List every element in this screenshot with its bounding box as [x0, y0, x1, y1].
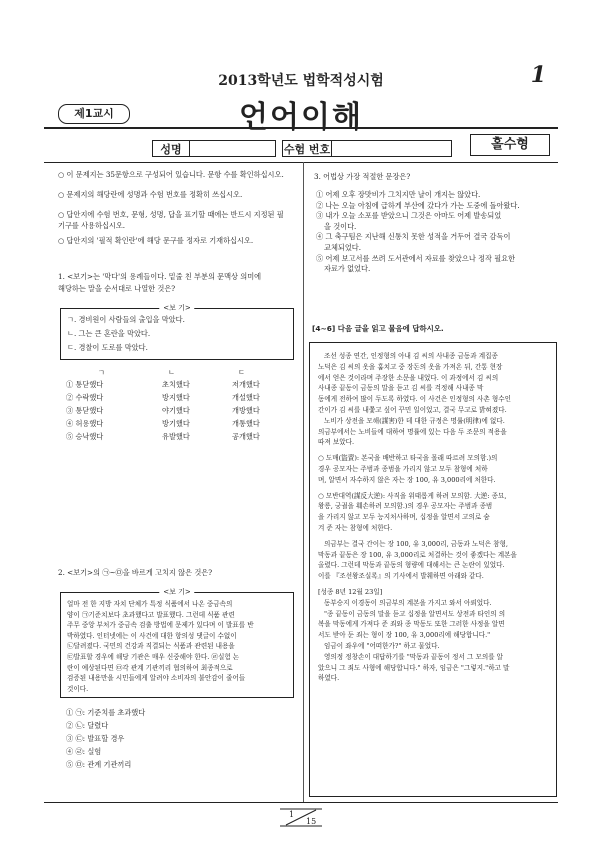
q2-bogi-line: 것이다.: [67, 684, 89, 693]
bottom-rule: [44, 802, 558, 803]
exam-type-badge: 홀수형: [470, 134, 550, 156]
passage-line: 하였다.: [318, 674, 340, 683]
q2-choice-2[interactable]: ② ㉡: 달렸다: [66, 721, 109, 730]
passage-line: 따져 보았다.: [318, 438, 355, 447]
q1-col-header-3: ㄷ: [238, 368, 245, 377]
passage-line: 막동과 끝동은 장 100, 유 3,000리로 처결하는 것이 좋겠다는 계본을: [318, 550, 517, 559]
footer-current-page: 1: [289, 810, 295, 819]
passage-line: 동부승지 이경동이 의금부의 계본을 가지고 와서 아뢰었다.: [324, 598, 492, 607]
name-field[interactable]: [190, 140, 276, 157]
q2-bogi-line: 양이 ㉠기준치보다 초과했다고 발표했다. 그런데 식품 관련: [67, 610, 235, 619]
q2-choice-4[interactable]: ④ ㉣: 실험: [66, 747, 102, 756]
passage-line: 겨 준 자는 참형에 처한다.: [318, 523, 393, 532]
q1-col-header-2: ㄴ: [168, 368, 175, 377]
record: [318, 598, 550, 684]
passage-line: 사내종 끝동이 금동의 말을 듣고 김 씨를 걱정해 사내종 막: [318, 384, 484, 393]
passage-line: 을 가리지 않고 모두 능지처사하며, 십정을 알면서 고의로 숨: [318, 513, 490, 522]
q1-choice-3-a[interactable]: ③ 통닫했다: [66, 406, 104, 415]
passage-line: 왕릉, 궁궐을 훼손하려 모의함.)의 경우 공모자는 주범과 종범: [318, 502, 493, 511]
name-examno-row: [152, 140, 452, 157]
q1-stem-line1: 1. <보기>는 '막다'의 용례들이다. 밑줄 친 부분의 문맥상 의미에: [58, 272, 262, 281]
passage-line: 조선 성종 연간, 인정형의 아내 김 씨의 사내종 금동과 계집종: [324, 352, 498, 360]
q2-bogi-text: [67, 599, 289, 694]
q3-stem: 3. 어법상 가장 적절한 문장은?: [314, 172, 411, 181]
record-head: [성종 8년 12월 23일]: [318, 587, 383, 596]
footer-total-pages: 15: [306, 817, 317, 826]
q1-choice-5-b: 유발했다: [162, 432, 190, 441]
q2-bogi-caption: <보 기>: [159, 587, 194, 597]
q2-bogi-line: ㉢발표할 경우에 해당 기관은 매우 신중해야 한다. ㉣실험 논: [67, 652, 240, 661]
q1-bogi-1: ㄱ. 경비원이 사람들의 출입을 막았다.: [67, 315, 185, 324]
law-clause-2: [318, 491, 550, 534]
q2-bogi-line: 주무 중앙 부처가 중금속 검출 방법에 문제가 있다며 이 발표를 반: [67, 621, 254, 630]
q1-choice-2-a[interactable]: ② 수락했다: [66, 393, 104, 402]
q1-choice-3-c: 개방했다: [232, 406, 260, 415]
exam-title: 2013학년도 법학적성시험: [218, 73, 384, 89]
q1-choice-1-b: 초치했다: [162, 380, 190, 389]
passage-line: 이를 『조선왕조실록』의 기사에서 발췌하면 아래와 같다.: [318, 572, 484, 581]
law-clause-1: [318, 453, 550, 485]
passage-line: 올렸다. 그런데 막동과 끝동의 형량에 대해서는 큰 논란이 있었다.: [318, 561, 505, 570]
q1-stem-line2: 해당하는 말을 순서대로 나열한 것은?: [58, 284, 176, 293]
passage-line: 의금부에서는 노비들에 대하여 명률에 있는 다음 두 조문의 적용을: [318, 427, 507, 436]
passage-line: "종 끝동이 금동의 말을 듣고 십정을 알면서도 상전과 타인의 의: [324, 609, 506, 618]
q2-bogi-line: 검증된 내용만을 시민들에게 알려야 소비자의 불안감이 줄어들: [67, 674, 246, 683]
footer-slash-icon: [278, 806, 324, 828]
q1-bogi-2: ㄴ. 그는 큰 혼란을 막았다.: [67, 329, 151, 338]
passage-line: 았으니 그 죄도 사형에 해당합니다." 하자, 임금은 "그렇지."하고 말: [318, 663, 510, 672]
passage-line: 동에게 전하여 많이 두도록 하였다. 이 사건은 인정형의 사촌 형수인: [318, 395, 511, 404]
exam-no-label: 수험 번호: [282, 140, 332, 157]
notice-4: ○ 답안지의 '필적 확인란'에 해당 문구를 정자로 기재하십시오.: [58, 236, 254, 245]
q2-choice-3[interactable]: ③ ㉢: 발표할 경우: [66, 734, 125, 743]
passage-line: 에서 얻은 것이라며 주장한 소문을 내었다. 이 과정에서 김 씨의: [318, 373, 499, 382]
q3-choice-4[interactable]: ④ 그 축구팀은 지난해 신통치 못한 성적을 거두어 결국 감독이: [316, 232, 511, 242]
q1-choice-5-c: 공개했다: [232, 432, 260, 441]
passage-line: 서도 받아 둔 죄는 형이 장 100, 유 3,000리에 해당합니다.": [318, 631, 491, 640]
passage-line: ○ 도매(盜賣): 본국을 배반하고 타국을 몰래 따르려 모의함.)의: [318, 454, 498, 463]
q1-col-header-1: ㄱ: [98, 368, 105, 377]
q3-choice-5[interactable]: ⑤ 어제 보고서를 쓰려 도서관에서 자료를 찾았으나 정작 필요한: [316, 253, 516, 263]
passage-text: [318, 351, 550, 684]
header-rule: [44, 162, 558, 163]
q1-choice-2-c: 개설했다: [232, 393, 260, 402]
q1-choice-4-a[interactable]: ④ 허용했다: [66, 419, 104, 428]
q2-choice-1[interactable]: ① ㉠: 기준치를 초과했다: [66, 708, 146, 717]
q2-bogi-line: ㉡달려졌다. 국민의 건강과 직결되는 식품과 관련된 내용을: [67, 642, 235, 651]
exam-no-field[interactable]: [332, 140, 452, 157]
page-number: 1: [530, 62, 546, 88]
q2-stem: 2. <보기>의 ㉠~㉤을 바르게 고치지 않은 것은?: [58, 568, 213, 577]
passage-line: 노비가 상전을 모해(謀害)한 데 대한 규정은 명률(明律)에 없다.: [324, 416, 505, 425]
q1-choice-5-a[interactable]: ⑤ 승낙했다: [66, 432, 104, 441]
q1-bogi-caption: <보 기>: [159, 303, 194, 313]
passage-instruction: [4~6] 다음 글을 읽고 물음에 답하시오.: [312, 324, 444, 333]
q1-bogi-3: ㄷ. 경찰이 도로를 막았다.: [67, 343, 148, 352]
q3-choice-5-cont: 자료가 없었다.: [324, 264, 371, 274]
top-rule: [44, 127, 558, 129]
passage-line: 의금부는 결국 간이는 장 100, 유 3,000리, 금동과 노덕은 참형,: [324, 539, 509, 548]
q1-choice-1-c: 저개했다: [232, 380, 260, 389]
q1-choice-3-b: 야기했다: [162, 406, 190, 415]
passage-line: 복을 막동에게 가져다 준 죄와 종 막동도 또한 그러한 사정을 알면: [318, 620, 505, 629]
passage-line: ○ 모반대역(謀反大逆): 사직을 위태롭게 하려 모의함. 大逆: 종묘,: [318, 491, 507, 500]
q2-choice-5[interactable]: ⑤ ㉤: 관계 기관끼리: [66, 760, 132, 769]
q1-choice-4-c: 개통했다: [232, 419, 260, 428]
q3-choice-2[interactable]: ② 나는 오늘 아침에 급하게 부산에 갔다가 가는 도중에 돌아왔다.: [316, 200, 520, 210]
q3-choice-3-cont: 을 것이다.: [324, 221, 357, 231]
q2-bogi-line: 얼마 전 한 지방 자치 단체가 특정 식품에서 나온 중금속의: [67, 600, 233, 608]
q1-bogi-box: [60, 304, 294, 360]
passage-line: 간이가 김 씨를 내쫓고 싶어 꾸민 일이었고, 결국 무고로 밝혀졌다.: [318, 405, 507, 414]
q1-choice-1-a[interactable]: ① 통닫했다: [66, 380, 104, 389]
q3-choice-3[interactable]: ③ 내가 오늘 소포를 받았으니 그것은 아마도 어제 발송되었: [316, 211, 502, 221]
subject-title: 언어이해: [239, 100, 363, 135]
q3-choice-4-cont: 교체되었다.: [324, 242, 362, 252]
footer-page-indicator: [278, 806, 324, 828]
notice-3: ○ 답안지에 수험 번호, 문형, 성명, 답을 표기할 때에는 반드시 지정된 필기구를 사용하십시오.: [58, 210, 284, 230]
passage-p1: [318, 351, 550, 416]
q1-choice-4-b: 방기했다: [162, 419, 190, 428]
passage-line: 경우 공모자는 주범과 종범을 가리지 않고 모두 참형에 처하: [318, 464, 488, 473]
column-divider: [303, 162, 304, 802]
passage-box: [309, 342, 557, 797]
q2-bogi-box: [60, 588, 294, 698]
notice-2: ○ 문제지의 해당란에 성명과 수험 번호를 정확히 쓰십시오.: [58, 190, 243, 199]
passage-line: 노덕은 김 씨의 옷을 훔치고 중 장돈의 옷을 가져온 뒤, 간통 현장: [318, 362, 503, 371]
passage-p2: [318, 416, 550, 448]
session-badge: 제1교시: [58, 104, 130, 124]
notice-1: ○ 이 문제지는 35문항으로 구성되어 있습니다. 문항 수를 확인하십시오.: [58, 170, 284, 179]
q3-choice-1[interactable]: ① 어제 오후 장맛비가 그치지만 날이 개지는 않았다.: [316, 190, 481, 199]
q1-choice-2-b: 방지했다: [162, 393, 190, 402]
q2-bogi-line: 박하였다. 인터넷에는 이 사건에 대한 항의성 댓글이 수없이: [67, 631, 237, 640]
passage-line: 영의정 정창손이 대답하기를 "막동과 끝동이 정서 그 모의를 알: [324, 652, 504, 661]
passage-p3: [318, 539, 550, 582]
q3-choices: [316, 190, 556, 275]
passage-line: 임금이 좌우에 "어떠한가?" 하고 물었다.: [324, 641, 440, 650]
q2-bogi-line: 란이 예상된다면 ㉤각 관계 기관끼리 협의하여 최종적으로: [67, 663, 233, 672]
name-label: 성명: [152, 140, 190, 157]
passage-line: 며, 알면서 자수하지 않은 자는 장 100, 유 3,000리에 처한다.: [318, 475, 496, 484]
